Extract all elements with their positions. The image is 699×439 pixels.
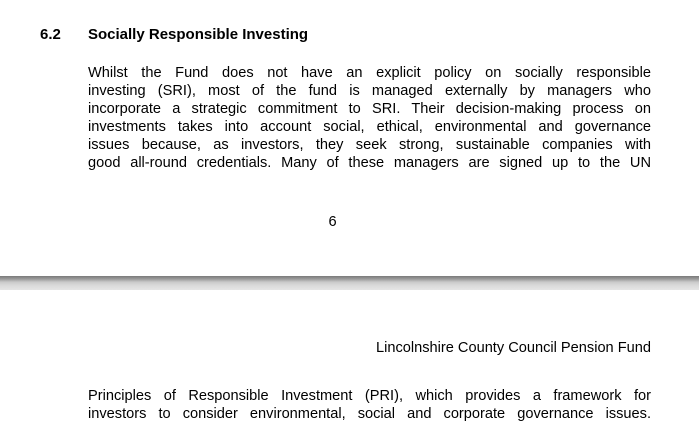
paragraph-line: investors to consider environmental, social and corporate governance issues. [88,406,651,422]
section-title: Socially Responsible Investing [88,26,309,43]
running-header: Lincolnshire County Council Pension Fund [375,340,651,356]
paragraph-line: good all-round credentials. Many of these managers are signed up to the UN [88,155,651,171]
page-number: 6 [328,214,337,230]
paragraph-line: Whilst the Fund does not have an explicit policy on socially responsible [88,65,651,81]
paragraph-line: incorporate a strategic commitment to SRI. Their decision-making process on [88,101,651,117]
body-paragraph [88,64,651,172]
paragraph-line: investing (SRI), most of the fund is managed externally by managers who [88,83,651,99]
paragraph-line: issues because, as investors, they seek strong, sustainable companies with [88,137,651,153]
document-page-bottom [0,290,699,439]
body-paragraph-continued [88,387,651,423]
paragraph-line: Principles of Responsible Investment (PRI), which provides a framework for [88,388,651,404]
paragraph-line: investments takes into account social, ethical, environmental and governance [88,119,651,135]
page-separator [0,276,699,290]
section-number: 6.2 [40,26,61,43]
